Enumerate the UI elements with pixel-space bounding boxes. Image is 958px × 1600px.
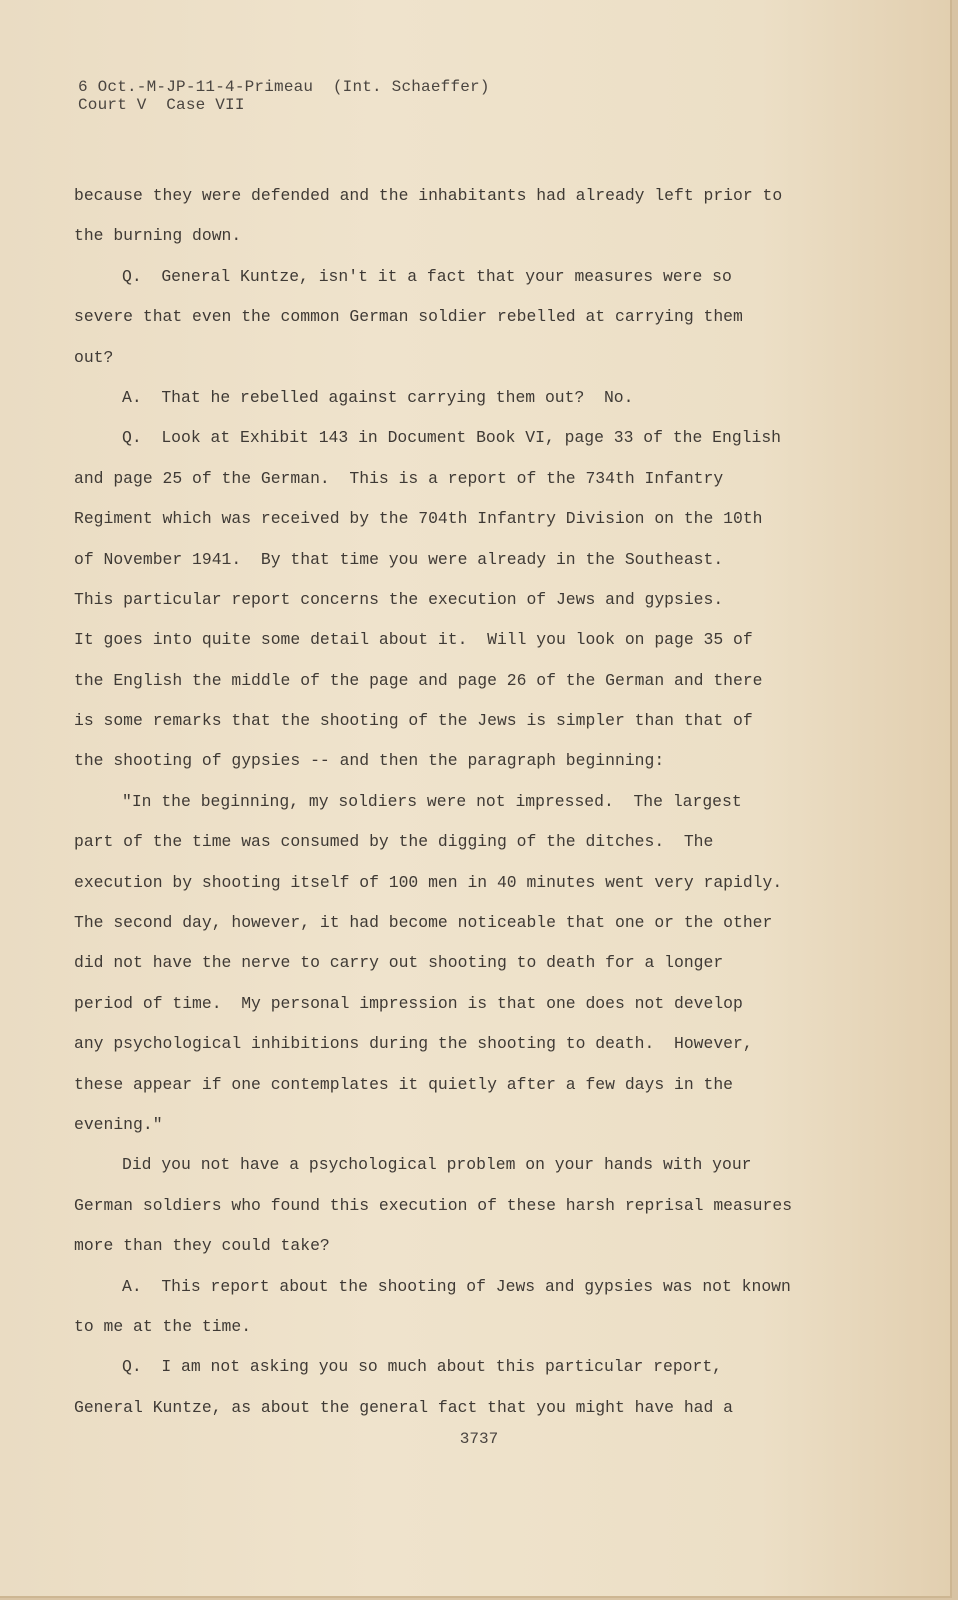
text-line: General Kuntze, as about the general fact that you might have had a (74, 1397, 734, 1417)
transcript-paragraph (74, 782, 854, 1146)
text-line: is some remarks that the shooting of the Jews is simpler than that of (74, 711, 753, 731)
transcript-paragraph (74, 1347, 854, 1428)
text-line: the burning down. (74, 226, 242, 246)
text-line: more than they could take? (74, 1236, 330, 1256)
text-line: The second day, however, it had become noticeable that one or the other (74, 913, 773, 933)
transcript-paragraph (74, 1145, 854, 1266)
header-session-line: 6 Oct.-M-JP-11-4-Primeau (Int. Schaeffer) (78, 78, 490, 96)
text-line: Q. I am not asking you so much about this particular report, (122, 1357, 722, 1377)
text-line: part of the time was consumed by the digging of the ditches. The (74, 832, 714, 852)
text-line: out? (74, 347, 114, 367)
transcript-paragraph (74, 378, 854, 418)
transcript-body (74, 176, 854, 1428)
transcript-paragraph (74, 418, 854, 782)
text-line: A. This report about the shooting of Jews and gypsies was not known (122, 1276, 791, 1296)
text-line: because they were defended and the inhabitants had already left prior to (74, 186, 783, 205)
text-line: execution by shooting itself of 100 men in 40 minutes went very rapidly. (74, 872, 783, 892)
header-court-line: Court V Case VII (78, 96, 245, 114)
text-line: Q. Look at Exhibit 143 in Document Book VI, page 33 of the English (122, 428, 782, 448)
text-line: It goes into quite some detail about it. Will you look on page 35 of (74, 630, 753, 650)
text-line: Regiment which was received by the 704th Infantry Division on the 10th (74, 509, 763, 529)
transcript-paragraph (74, 176, 854, 257)
text-line: the shooting of gypsies -- and then the paragraph beginning: (74, 751, 665, 771)
text-line: of November 1941. By that time you were already in the Southeast. (74, 549, 724, 569)
transcript-paragraph (74, 257, 854, 378)
text-line: to me at the time. (74, 1316, 252, 1336)
text-line: period of time. My personal impression is that one does not develop (74, 993, 743, 1013)
text-line: German soldiers who found this execution of these harsh reprisal measures (74, 1195, 793, 1215)
text-line: the English the middle of the page and page 26 of the German and there (74, 670, 763, 690)
text-line: severe that even the common German soldier rebelled at carrying them (74, 307, 743, 327)
text-line: "In the beginning, my soldiers were not impressed. The largest (122, 791, 742, 811)
text-line: these appear if one contemplates it quietly after a few days in the (74, 1074, 734, 1094)
text-line: and page 25 of the German. This is a report of the 734th Infantry (74, 468, 724, 488)
text-line: any psychological inhibitions during the shooting to death. However, (74, 1034, 753, 1054)
page-header (78, 78, 490, 114)
text-line: This particular report concerns the execution of Jews and gypsies. (74, 589, 724, 609)
text-line: Did you not have a psychological problem on your hands with your (122, 1155, 752, 1175)
text-line: evening." (74, 1114, 163, 1134)
text-line: Q. General Kuntze, isn't it a fact that your measures were so (122, 266, 732, 286)
transcript-paragraph (74, 1267, 854, 1348)
page-number: 3737 (459, 1430, 499, 1448)
text-line: did not have the nerve to carry out shooting to death for a longer (74, 953, 724, 973)
text-line: A. That he rebelled against carrying them out? No. (122, 387, 634, 407)
